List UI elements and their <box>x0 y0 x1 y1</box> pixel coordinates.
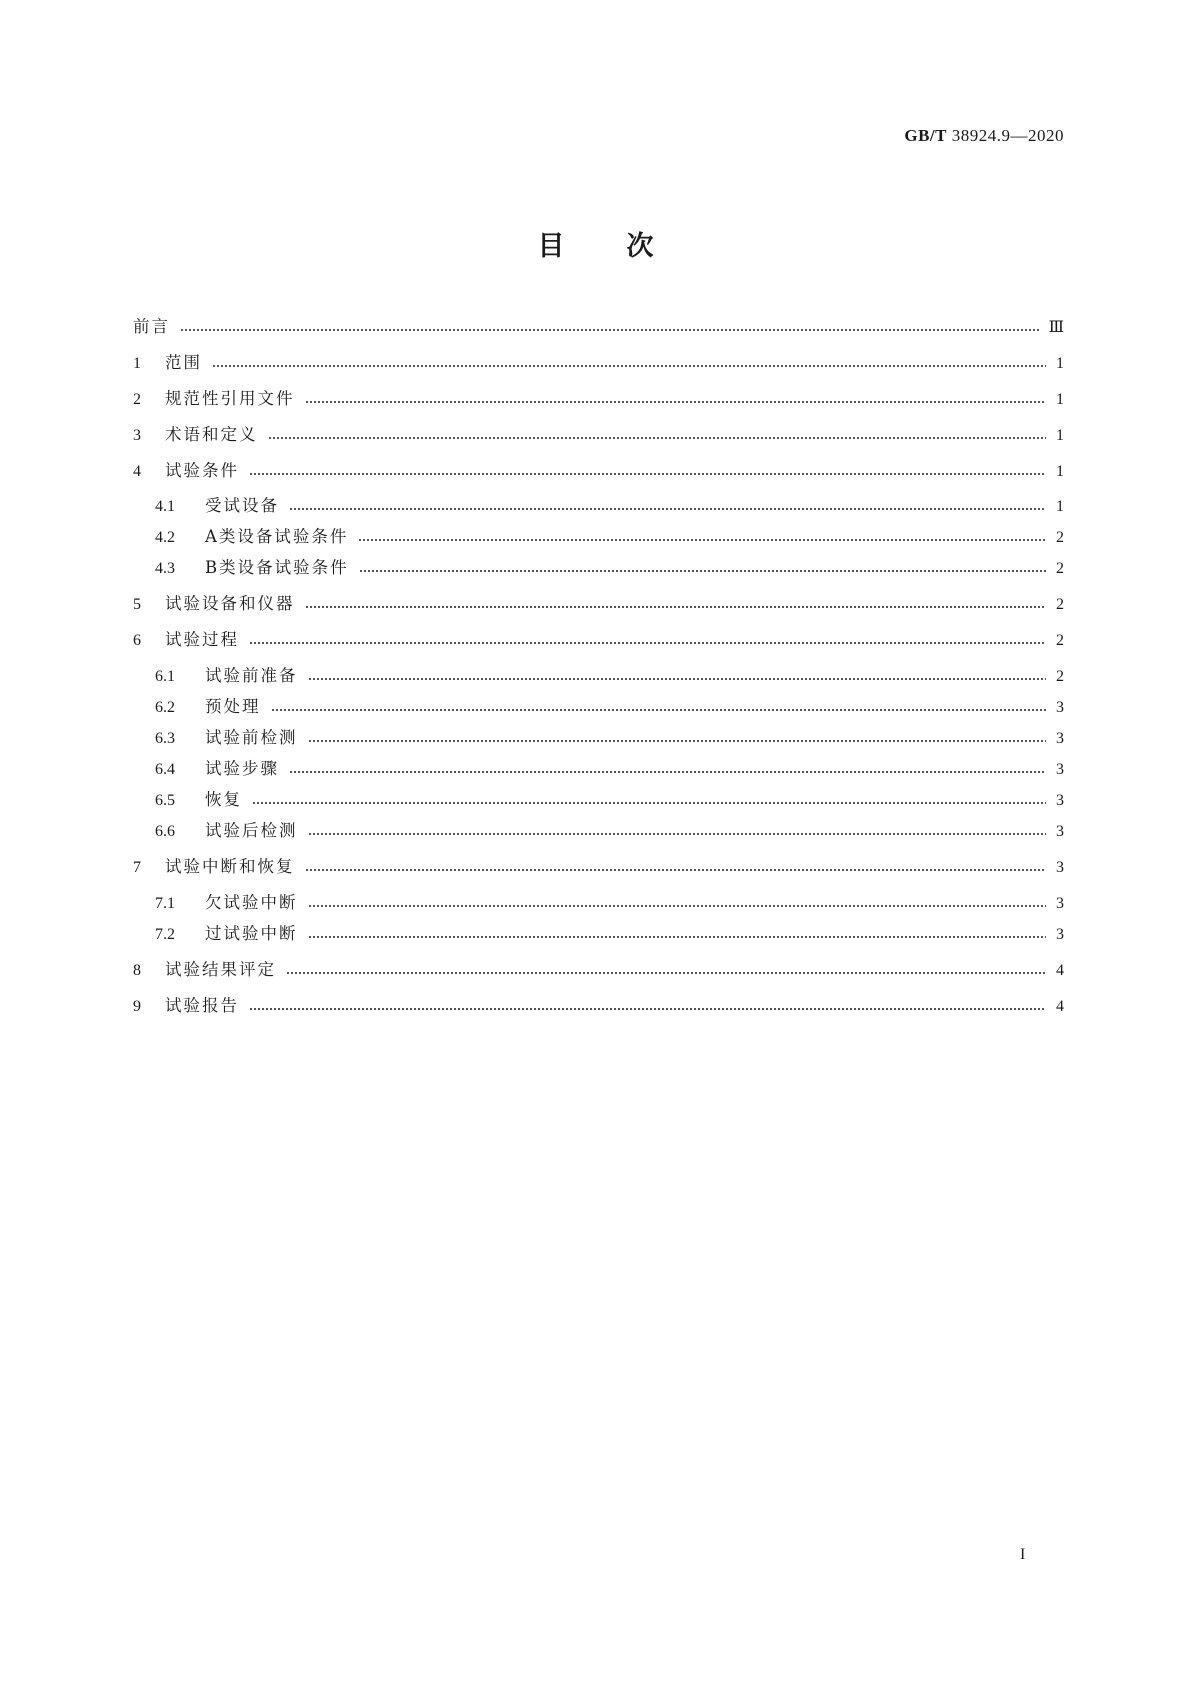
dot-leader <box>249 464 1046 478</box>
toc-entry-page: 3 <box>1056 926 1064 943</box>
toc-entry-number: 6.5 <box>155 792 175 809</box>
toc-entry-4-1[interactable] <box>155 494 1064 518</box>
dot-leader <box>359 561 1046 575</box>
toc-entry-number: 3 <box>133 427 141 444</box>
toc-entry-number: 6 <box>133 632 141 649</box>
dot-leader <box>249 633 1046 647</box>
toc-entry-page: 4 <box>1056 998 1064 1015</box>
dot-leader <box>286 963 1046 977</box>
standard-prefix: GB/T <box>904 126 947 145</box>
toc-entry-page: 2 <box>1056 596 1064 613</box>
toc-entry-8[interactable] <box>133 958 1064 982</box>
toc-entry-number: 9 <box>133 998 141 1015</box>
dot-leader <box>268 428 1047 442</box>
toc-entry-page: 2 <box>1056 560 1064 577</box>
dot-leader <box>308 896 1047 910</box>
toc-entry-label: 恢复 <box>205 790 242 809</box>
toc-entry-number: 6.2 <box>155 699 175 716</box>
toc-entry-label: 术语和定义 <box>165 425 258 444</box>
toc-entry-label: 范围 <box>165 353 202 372</box>
toc-entry-7[interactable] <box>133 855 1064 879</box>
toc-entry-number: 7.1 <box>155 895 175 912</box>
dot-leader <box>249 999 1046 1013</box>
toc-entry-page: 1 <box>1056 498 1064 515</box>
toc-entry-3[interactable] <box>133 423 1064 447</box>
standard-code: 38924.9—2020 <box>947 126 1064 145</box>
dot-leader <box>180 320 1041 334</box>
toc-entry-label: 欠试验中断 <box>205 893 298 912</box>
toc-entry-number: 7.2 <box>155 926 175 943</box>
toc-entry-6-6[interactable] <box>155 819 1064 843</box>
toc-entry-page: 3 <box>1056 792 1064 809</box>
toc-entry-number: 5 <box>133 596 141 613</box>
dot-leader <box>271 700 1047 714</box>
toc-entry-number: 7 <box>133 859 141 876</box>
toc-entry-label: 规范性引用文件 <box>165 389 295 408</box>
toc-entry-4-3[interactable] <box>155 556 1064 580</box>
toc-entry-page: 1 <box>1056 427 1064 444</box>
toc-entry-page: 1 <box>1056 391 1064 408</box>
toc-entry-2[interactable] <box>133 387 1064 411</box>
toc-entry-label: 受试设备 <box>205 496 279 515</box>
dot-leader <box>305 392 1047 406</box>
toc-entry-6-2[interactable] <box>155 695 1064 719</box>
toc-entry-label: 预处理 <box>205 697 261 716</box>
toc-entry-number: 2 <box>133 391 141 408</box>
page-number: I <box>1020 1546 1026 1563</box>
toc-entry-page: 3 <box>1056 859 1064 876</box>
toc-entry-label: 试验条件 <box>165 461 239 480</box>
toc-entry-label: 前言 <box>133 317 170 336</box>
toc-entry-number: 1 <box>133 355 141 372</box>
toc-entry-number: 6.3 <box>155 730 175 747</box>
dot-leader <box>252 793 1046 807</box>
toc-entry-6[interactable] <box>133 628 1064 652</box>
toc-entry-7-2[interactable] <box>155 922 1064 946</box>
toc-entry-label: 试验报告 <box>165 996 239 1015</box>
toc-entry-preface[interactable] <box>133 315 1064 339</box>
dot-leader <box>308 927 1047 941</box>
toc-entry-label: B类设备试验条件 <box>205 558 349 577</box>
toc-entry-page: 4 <box>1056 962 1064 979</box>
toc-entry-label: 试验前检测 <box>205 728 298 747</box>
dot-leader <box>289 499 1046 513</box>
toc-entry-9[interactable] <box>133 994 1064 1018</box>
toc-entry-number: 6.1 <box>155 668 175 685</box>
toc-entry-6-1[interactable] <box>155 664 1064 688</box>
toc-entry-4-2[interactable] <box>155 525 1064 549</box>
toc-entry-6-5[interactable] <box>155 788 1064 812</box>
toc-entry-label: 过试验中断 <box>205 924 298 943</box>
toc-entry-label: 试验前准备 <box>205 666 298 685</box>
dot-leader <box>358 530 1046 544</box>
toc-entry-page: 1 <box>1056 463 1064 480</box>
toc-entry-number: 8 <box>133 962 141 979</box>
toc-entry-label: A类设备试验条件 <box>205 527 349 546</box>
toc-entry-number: 6.6 <box>155 823 175 840</box>
toc-entry-page: 2 <box>1056 529 1064 546</box>
toc-entry-7-1[interactable] <box>155 891 1064 915</box>
toc-entry-number: 6.4 <box>155 761 175 778</box>
toc-title: 目次 <box>537 231 716 262</box>
toc-entry-page: 3 <box>1056 761 1064 778</box>
dot-leader <box>308 824 1047 838</box>
toc-entry-5[interactable] <box>133 592 1064 616</box>
toc-entry-label: 试验后检测 <box>205 821 298 840</box>
dot-leader <box>308 669 1047 683</box>
toc-entry-page: 3 <box>1056 699 1064 716</box>
toc-entry-1[interactable] <box>133 351 1064 375</box>
toc-entry-label: 试验中断和恢复 <box>165 857 295 876</box>
toc-entry-page: 3 <box>1056 730 1064 747</box>
toc-entry-number: 4.1 <box>155 498 175 515</box>
toc-entry-4[interactable] <box>133 459 1064 483</box>
toc-entry-number: 4.2 <box>155 529 175 546</box>
toc-entry-number: 4 <box>133 463 141 480</box>
toc-entry-label: 试验结果评定 <box>165 960 276 979</box>
toc-entry-page: 3 <box>1056 823 1064 840</box>
toc-entry-page: 3 <box>1056 895 1064 912</box>
toc-entry-page: 2 <box>1056 632 1064 649</box>
toc-entry-number: 4.3 <box>155 560 175 577</box>
dot-leader <box>289 762 1046 776</box>
toc-entry-6-4[interactable] <box>155 757 1064 781</box>
toc-entry-label: 试验设备和仪器 <box>165 594 295 613</box>
dot-leader <box>305 860 1047 874</box>
dot-leader <box>212 356 1046 370</box>
toc-entry-page: 1 <box>1056 355 1064 372</box>
toc-entry-page: Ⅲ <box>1048 319 1064 336</box>
toc-entry-label: 试验过程 <box>165 630 239 649</box>
dot-leader <box>305 597 1047 611</box>
dot-leader <box>308 731 1047 745</box>
toc-entry-page: 2 <box>1056 668 1064 685</box>
toc-entry-6-3[interactable] <box>155 726 1064 750</box>
toc-entry-label: 试验步骤 <box>205 759 279 778</box>
